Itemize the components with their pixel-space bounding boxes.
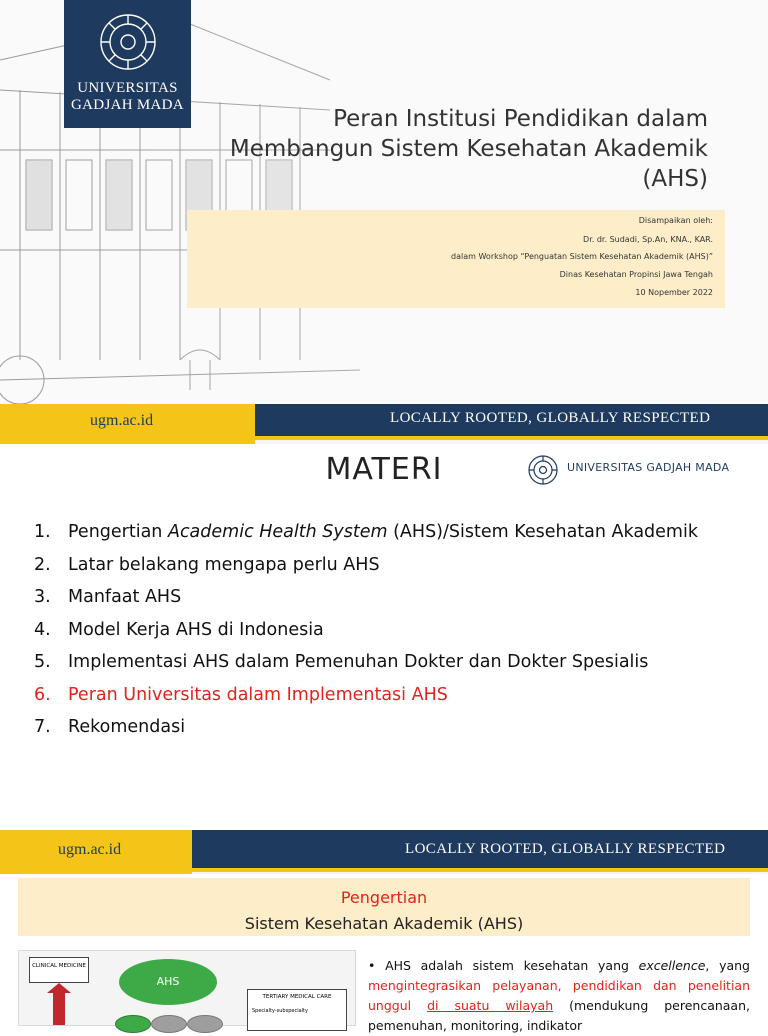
definition-slide (0, 874, 768, 1033)
bullet-text: (mendukung perencanaan, pemenuhan, monitoring, indikator (368, 998, 750, 1033)
title-slide (0, 0, 768, 444)
item-number: 3. (34, 587, 51, 607)
ahs-subnode (115, 1015, 151, 1033)
agenda-item (34, 646, 698, 679)
agenda-item-highlighted (34, 679, 698, 712)
agenda-item (34, 549, 698, 582)
item-text: Peran Universitas dalam Implementasi AHS (68, 684, 448, 705)
agenda-slide (0, 444, 768, 874)
tertiary-care-box (247, 989, 347, 1031)
bullet-highlight-underlined: di suatu wilayah (427, 998, 554, 1013)
item-number: 7. (34, 717, 51, 737)
agenda-item (34, 711, 698, 744)
arrow-up-icon (47, 983, 71, 993)
title-line-2: Membangun Sistem Kesehatan Akademik (229, 136, 708, 162)
ugm-brand-mark (527, 454, 730, 484)
item-emphasis: Academic Health System (167, 522, 388, 542)
clinical-medicine-box (29, 957, 89, 983)
event-date: 10 Nopember 2022 (635, 288, 713, 297)
ugm-logo (64, 0, 191, 128)
item-number: 6. (34, 684, 51, 705)
tagline: LOCALLY ROOTED, GLOBALLY RESPECTED (390, 410, 711, 426)
item-text-post: (AHS)/Sistem Kesehatan Akademik (387, 522, 698, 542)
agenda-item (34, 516, 698, 549)
slide-footer (0, 830, 768, 874)
slide-subtitle: Sistem Kesehatan Akademik (AHS) (244, 914, 524, 933)
ahs-label: AHS (156, 975, 180, 988)
bullet-text: AHS adalah sistem kesehatan yang (385, 958, 639, 973)
logo-line-2: GADJAH MADA (71, 97, 184, 113)
bullet-highlight: mengintegrasikan pelayanan, pendidikan dan penelitian unggul (368, 978, 750, 1013)
specialty-label: Specialty-subspecialty (252, 1008, 308, 1014)
website-label: ugm.ac.id (90, 412, 154, 429)
item-number: 1. (34, 522, 51, 542)
definition-header (18, 878, 750, 936)
definition-bullet: • AHS adalah sistem kesehatan yang excellence, yang mengintegrasikan pelayanan, pendidikan dan penelitian unggul di suatu wilayah (mendukung perencanaan, pemenuhan, monitoring, indikator (368, 958, 750, 1033)
title-line-1: Peran Institusi Pendidikan dalam (333, 106, 708, 132)
organizer: Dinas Kesehatan Propinsi Jawa Tengah (559, 270, 713, 279)
agenda-item (34, 614, 698, 647)
logo-line-1: UNIVERSITAS (77, 80, 178, 96)
presenter-name: Dr. dr. Sudadi, Sp.An, KNA., KAR. (583, 235, 713, 244)
slide-footer (0, 404, 768, 444)
item-text: Pengertian (68, 522, 168, 542)
item-number: 5. (34, 652, 51, 672)
brand-name: UNIVERSITAS GADJAH MADA (567, 461, 730, 474)
ahs-subnode (151, 1015, 187, 1033)
item-text: Implementasi AHS dalam Pemenuhan Dokter dan Dokter Spesialis (68, 652, 649, 672)
bullet-emphasis: excellence (638, 958, 706, 973)
agenda-item (34, 581, 698, 614)
tagline: LOCALLY ROOTED, GLOBALLY RESPECTED (405, 841, 726, 857)
ahs-diagram (18, 950, 356, 1026)
arrow-shaft (53, 991, 65, 1025)
ugm-seal-icon (527, 454, 559, 486)
workshop-name: dalam Workshop “Penguatan Sistem Kesehatan Akademik (AHS)” (451, 252, 713, 261)
slide-title: MATERI (325, 452, 443, 487)
item-text: Rekomendasi (68, 717, 186, 737)
item-text: Manfaat AHS (68, 587, 182, 607)
presented-by-label: Disampaikan oleh: (638, 216, 713, 225)
ugm-wordmark (64, 80, 191, 114)
tertiary-care-label: TERTIARY MEDICAL CARE (262, 994, 332, 1000)
item-text: Latar belakang mengapa perlu AHS (68, 554, 380, 575)
item-text: Model Kerja AHS di Indonesia (68, 619, 324, 640)
item-number: 2. (34, 554, 51, 575)
agenda-list (34, 516, 698, 744)
ugm-seal-icon (98, 12, 158, 72)
presenter-info-box (187, 210, 725, 308)
title-line-3: (AHS) (642, 166, 708, 192)
ahs-ellipse (119, 959, 217, 1005)
item-number: 4. (34, 619, 51, 640)
bullet-text: , yang (705, 958, 750, 973)
ahs-subnode (187, 1015, 223, 1033)
presentation-title (188, 104, 708, 194)
slide-title: Pengertian (340, 888, 428, 907)
website-label: ugm.ac.id (58, 841, 122, 858)
clinical-medicine-label: CLINICAL MEDICINE (32, 963, 86, 969)
